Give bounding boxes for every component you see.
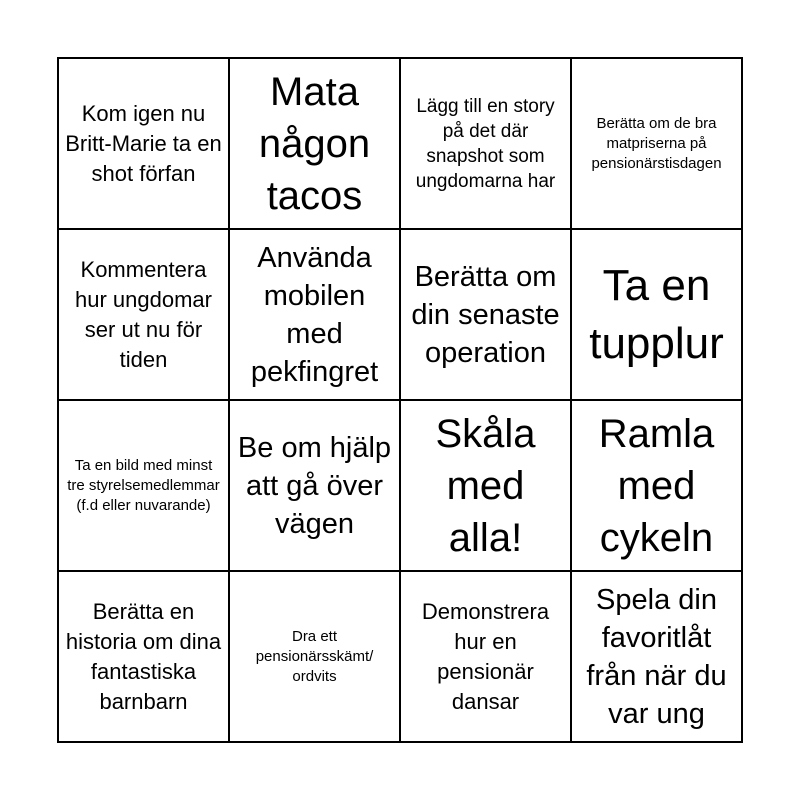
cell-text: Spela din favoritlåt från när du var ung (586, 583, 727, 730)
bingo-cell[interactable] (400, 571, 571, 742)
cell-text: Dra ett pensionärsskämt/ ordvits (255, 627, 374, 685)
cell-text: Berätta en historia om dina fantastiska barnbarn (65, 598, 222, 714)
bingo-cell[interactable] (229, 229, 400, 400)
cell-text: Ta en bild med minst tre styrelsemedlemmar (f.d eller nuvarande) (67, 456, 220, 514)
cell-text: Skåla med alla! (435, 411, 536, 560)
bingo-cell[interactable] (229, 400, 400, 571)
cell-text: Ramla med cykeln (598, 411, 715, 560)
bingo-cell[interactable] (400, 400, 571, 571)
cell-text: Demonstrera hur en pensionär dansar (421, 598, 550, 714)
bingo-cell[interactable] (58, 58, 229, 229)
cell-text: Kommentera hur ungdomar ser ut nu för tiden (75, 256, 212, 372)
bingo-cell[interactable] (229, 58, 400, 229)
bingo-cell[interactable] (58, 571, 229, 742)
bingo-cell[interactable] (571, 229, 742, 400)
cell-text: Be om hjälp att gå över vägen (237, 431, 392, 540)
bingo-cell[interactable] (571, 58, 742, 229)
cell-text: Berätta om din senaste operation (411, 260, 560, 369)
cell-text: Lägg till en story på det där snapshot som ungdomarna har (415, 95, 556, 192)
cell-text: Ta en tupplur (589, 260, 724, 368)
bingo-cell[interactable] (571, 571, 742, 742)
bingo-cell[interactable] (571, 400, 742, 571)
bingo-cell[interactable] (400, 58, 571, 229)
cell-text: Mata någon tacos (258, 69, 371, 218)
cell-text: Använda mobilen med pekfingret (250, 241, 379, 388)
bingo-cell[interactable] (58, 229, 229, 400)
cell-text: Kom igen nu Britt-Marie ta en shot förfan (65, 100, 222, 186)
cell-text: Berätta om de bra matpriserna på pensionärstisdagen (591, 114, 722, 172)
bingo-board (57, 57, 743, 743)
bingo-cell[interactable] (229, 571, 400, 742)
bingo-cell[interactable] (58, 400, 229, 571)
bingo-cell[interactable] (400, 229, 571, 400)
